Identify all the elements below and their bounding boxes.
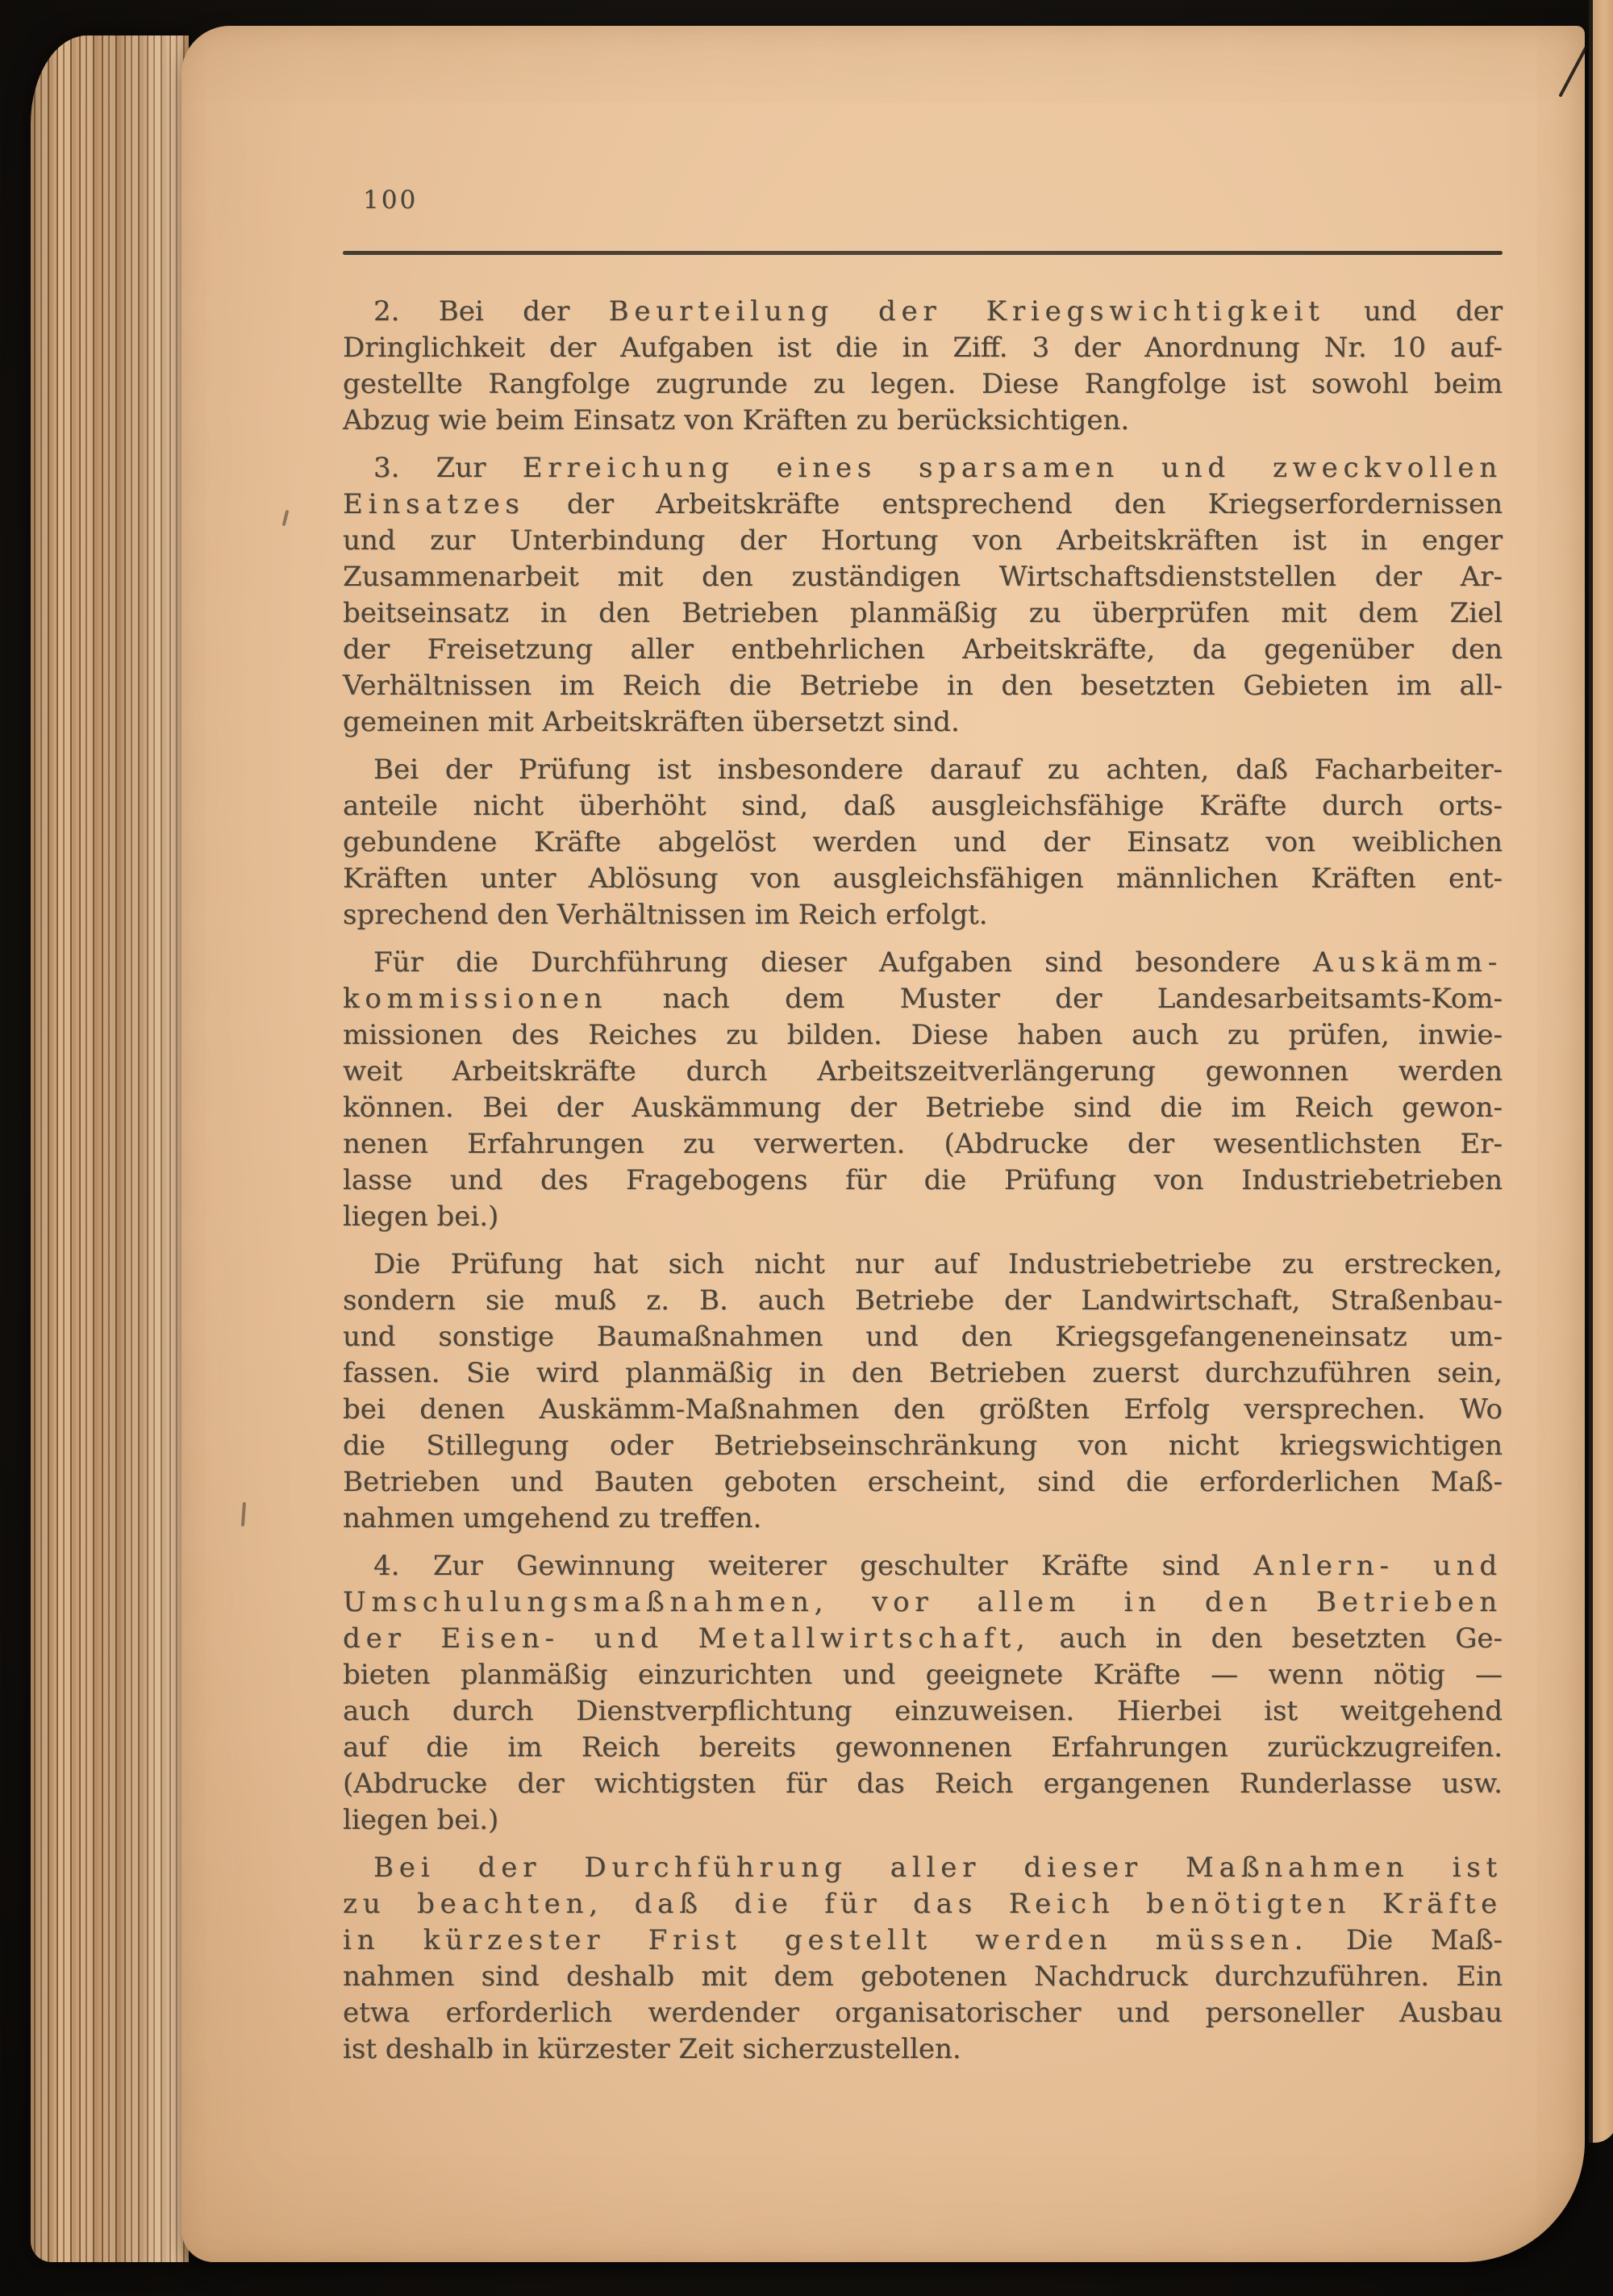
text-run: nach dem Muster der Landesarbeitsamts-Kom- <box>607 983 1503 1015</box>
text-line <box>343 595 1503 632</box>
text-line <box>343 1657 1503 1693</box>
text-run: Verhältnissen im Reich die Betriebe in den besetzten Gebieten im all- <box>343 670 1503 702</box>
text-line <box>343 981 1503 1017</box>
text-line <box>343 1163 1503 1199</box>
text-line <box>343 366 1503 403</box>
text-line <box>343 559 1503 595</box>
text-line <box>343 1428 1503 1464</box>
text-line <box>343 1621 1503 1657</box>
text-run: und sonstige Baumaßnahmen und den Kriegsgefangeneneinsatz um- <box>343 1321 1503 1353</box>
text-run: 3. Zur <box>373 452 523 484</box>
text-line <box>343 294 1503 330</box>
letterspaced-run: Einsatzes <box>343 488 525 520</box>
text-run: sprechend den Verhältnissen im Reich erfolgt. <box>343 899 988 931</box>
text-line <box>343 752 1503 788</box>
text-run: nenen Erfahrungen zu verwerten. (Abdrucke der wesentlichsten Er- <box>343 1128 1503 1160</box>
text-run: weit Arbeitskräfte durch Arbeitszeitverlängerung gewonnen werden <box>343 1055 1503 1087</box>
text-run: 4. Zur Gewinnung weiterer geschulter Kräfte sind <box>373 1550 1254 1582</box>
text-run: gemeinen mit Arbeitskräften übersetzt sind. <box>343 706 960 738</box>
text-line <box>343 1283 1503 1319</box>
text-line <box>343 1766 1503 1802</box>
paragraph <box>343 945 1503 1235</box>
text-run: bieten planmäßig einzurichten und geeignete Kräfte — wenn nötig — <box>343 1659 1503 1691</box>
text-run: etwa erforderlich werdender organisatorischer und personeller Ausbau <box>343 1997 1503 2029</box>
letterspaced-run: der Eisen- und Metallwirtschaft, <box>343 1622 1031 1655</box>
text-run: fassen. Sie wird planmäßig in den Betrieben zuerst durchzuführen sein, <box>343 1357 1503 1389</box>
text-line <box>343 1886 1503 1922</box>
text-run: lasse und des Fragebogens für die Prüfung von Industriebetrieben <box>343 1164 1503 1196</box>
text-run: die Stillegung oder Betriebseinschränkung von nicht kriegswichtigen <box>343 1430 1503 1462</box>
text-run: (Abdrucke der wichtigsten für das Reich ergangenen Runderlasse usw. <box>343 1768 1503 1800</box>
text-line <box>343 1850 1503 1886</box>
text-run: Dringlichkeit der Aufgaben ist die in Ziff. 3 der Anordnung Nr. 10 auf- <box>343 332 1503 364</box>
text-line <box>343 2031 1503 2068</box>
text-line <box>343 1922 1503 1959</box>
text-line <box>343 1199 1503 1235</box>
text-run: Bei der Prüfung ist insbesondere darauf zu achten, daß Facharbeiter- <box>373 754 1503 786</box>
text-run: Zusammenarbeit mit den zuständigen Wirtschaftsdienststellen der Ar- <box>343 561 1503 593</box>
text-line <box>343 945 1503 981</box>
text-line <box>343 1246 1503 1283</box>
text-line <box>343 897 1503 933</box>
text-line <box>343 330 1503 366</box>
text-line <box>343 1017 1503 1054</box>
text-block <box>343 294 1503 2079</box>
text-line <box>343 1126 1503 1163</box>
text-line <box>343 788 1503 824</box>
adjacent-page-sliver <box>1589 0 1613 2143</box>
text-run: Abzug wie beim Einsatz von Kräften zu berücksichtigen. <box>343 404 1130 436</box>
letterspaced-run: Auskämm- <box>1312 946 1503 979</box>
text-run: sondern sie muß z. B. auch Betriebe der Landwirtschaft, Straßenbau- <box>343 1284 1503 1317</box>
text-line <box>343 523 1503 559</box>
text-line <box>343 1054 1503 1090</box>
text-line <box>343 1501 1503 1537</box>
letterspaced-run: in kürzester Frist gestellt werden müssen. <box>343 1924 1309 1956</box>
text-line <box>343 1355 1503 1392</box>
text-line <box>343 1995 1503 2031</box>
text-run: Betrieben und Bauten geboten erscheint, sind die erforderlichen Maß- <box>343 1466 1503 1498</box>
text-run: 2. Bei der <box>373 295 609 328</box>
letterspaced-run: Erreichung eines sparsamen und zweckvollen <box>522 452 1503 484</box>
text-run: Kräften unter Ablösung von ausgleichsfähigen männlichen Kräften ent- <box>343 862 1503 895</box>
paragraph <box>343 450 1503 741</box>
text-run: auch in den besetzten Ge- <box>1030 1622 1503 1655</box>
header-rule <box>343 251 1503 255</box>
text-line <box>343 486 1503 523</box>
paragraph <box>343 1850 1503 2068</box>
text-run: Die Maß- <box>1308 1924 1503 1956</box>
book-page-edges <box>31 35 189 2262</box>
letterspaced-run: kommissionen <box>343 983 608 1015</box>
text-run: beitseinsatz in den Betrieben planmäßig zu überprüfen mit dem Ziel <box>343 597 1503 629</box>
text-line <box>343 1392 1503 1428</box>
paragraph <box>343 294 1503 439</box>
letterspaced-run: Bei der Durchführung aller dieser Maßnahmen ist <box>373 1851 1503 1884</box>
text-line <box>343 824 1503 861</box>
text-run: auch durch Dienstverpflichtung einzuweisen. Hierbei ist weitgehend <box>343 1695 1503 1727</box>
text-run: liegen bei.) <box>343 1200 499 1233</box>
text-run: nahmen sind deshalb mit dem gebotenen Nachdruck durchzuführen. Ein <box>343 1960 1503 1993</box>
letterspaced-run: Anlern- und <box>1253 1550 1503 1582</box>
paragraph <box>343 1548 1503 1839</box>
text-line <box>343 704 1503 741</box>
text-run: gestellte Rangfolge zugrunde zu legen. Diese Rangfolge ist sowohl beim <box>343 368 1503 400</box>
text-line <box>343 668 1503 704</box>
text-line <box>343 1802 1503 1839</box>
text-run: missionen des Reiches zu bilden. Diese haben auch zu prüfen, inwie- <box>343 1019 1503 1051</box>
text-run: nahmen umgehend zu treffen. <box>343 1502 762 1534</box>
text-line <box>343 632 1503 668</box>
letterspaced-run: Umschulungsmaßnahmen, vor allem in den Betrieben <box>343 1586 1503 1618</box>
text-line <box>343 1090 1503 1126</box>
text-line <box>343 1730 1503 1766</box>
text-run: und der <box>1324 295 1503 328</box>
text-run: und zur Unterbindung der Hortung von Arbeitskräften ist in enger <box>343 524 1503 557</box>
text-run: Die Prüfung hat sich nicht nur auf Industriebetriebe zu erstrecken, <box>373 1248 1503 1280</box>
text-run: der Freisetzung aller entbehrlichen Arbeitskräfte, da gegenüber den <box>343 633 1503 666</box>
text-run: anteile nicht überhöht sind, daß ausgleichsfähige Kräfte durch orts- <box>343 790 1503 822</box>
book-page <box>181 26 1585 2262</box>
text-line <box>343 1693 1503 1730</box>
text-line <box>343 1584 1503 1621</box>
text-run: können. Bei der Auskämmung der Betriebe sind die im Reich gewon- <box>343 1092 1503 1124</box>
text-line <box>343 403 1503 439</box>
text-line <box>343 1319 1503 1355</box>
paragraph <box>343 752 1503 933</box>
text-line <box>343 1548 1503 1584</box>
text-run: Für die Durchführung dieser Aufgaben sind besondere <box>373 946 1313 979</box>
text-line <box>343 450 1503 486</box>
page-number: 100 <box>363 186 419 215</box>
text-run: gebundene Kräfte abgelöst werden und der Einsatz von weiblichen <box>343 826 1503 858</box>
text-run: bei denen Auskämm-Maßnahmen den größten Erfolg versprechen. Wo <box>343 1393 1503 1426</box>
text-run: ist deshalb in kürzester Zeit sicherzustellen. <box>343 2033 961 2065</box>
text-run: auf die im Reich bereits gewonnenen Erfahrungen zurückzugreifen. <box>343 1731 1503 1764</box>
paragraph <box>343 1246 1503 1537</box>
text-run: liegen bei.) <box>343 1804 499 1836</box>
text-line <box>343 1959 1503 1995</box>
text-run: der Arbeitskräfte entsprechend den Kriegserfordernissen <box>524 488 1503 520</box>
letterspaced-run: Beurteilung der Kriegswichtigkeit <box>608 295 1325 328</box>
letterspaced-run: zu beachten, daß die für das Reich benötigten Kräfte <box>343 1888 1503 1920</box>
text-line <box>343 1464 1503 1501</box>
text-line <box>343 861 1503 897</box>
